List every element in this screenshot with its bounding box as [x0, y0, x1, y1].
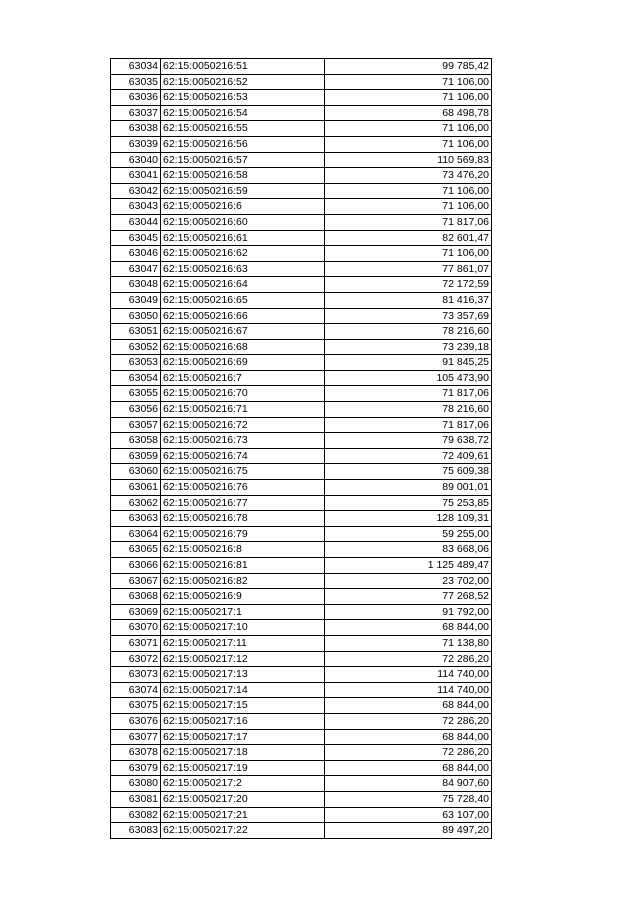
cadastral-number-cell: 62:15:0050216:71	[161, 402, 325, 418]
table-row	[111, 698, 492, 714]
cadastral-value-cell: 114 740,00	[325, 682, 492, 698]
cadastral-number-cell: 62:15:0050216:77	[161, 495, 325, 511]
cadastral-number-cell: 62:15:0050216:79	[161, 526, 325, 542]
cadastral-number-cell: 62:15:0050216:82	[161, 573, 325, 589]
row-number-cell: 63052	[111, 339, 161, 355]
table-row	[111, 59, 492, 75]
cadastral-value-cell: 72 286,20	[325, 745, 492, 761]
row-number-cell: 63048	[111, 277, 161, 293]
row-number-cell: 63058	[111, 433, 161, 449]
row-number-cell: 63050	[111, 308, 161, 324]
cadastral-number-cell: 62:15:0050216:70	[161, 386, 325, 402]
cadastral-value-cell: 73 239,18	[325, 339, 492, 355]
cadastral-value-cell: 71 106,00	[325, 121, 492, 137]
cadastral-number-cell: 62:15:0050217:2	[161, 776, 325, 792]
cadastral-value-cell: 79 638,72	[325, 433, 492, 449]
cadastral-number-cell: 62:15:0050216:8	[161, 542, 325, 558]
table-row	[111, 402, 492, 418]
table-row	[111, 495, 492, 511]
row-number-cell: 63068	[111, 589, 161, 605]
cadastral-value-cell: 75 253,85	[325, 495, 492, 511]
cadastral-number-cell: 62:15:0050217:22	[161, 823, 325, 839]
cadastral-number-cell: 62:15:0050216:61	[161, 230, 325, 246]
table-row	[111, 292, 492, 308]
row-number-cell: 63043	[111, 199, 161, 215]
cadastral-value-cell: 73 357,69	[325, 308, 492, 324]
cadastral-value-cell: 78 216,60	[325, 402, 492, 418]
cadastral-number-cell: 62:15:0050216:65	[161, 292, 325, 308]
table-row	[111, 760, 492, 776]
cadastral-number-cell: 62:15:0050216:60	[161, 214, 325, 230]
cadastral-number-cell: 62:15:0050216:62	[161, 246, 325, 262]
cadastral-value-cell: 91 845,25	[325, 355, 492, 371]
cadastral-number-cell: 62:15:0050216:78	[161, 511, 325, 527]
row-number-cell: 63053	[111, 355, 161, 371]
cadastral-value-cell: 114 740,00	[325, 667, 492, 683]
table-row	[111, 620, 492, 636]
cadastral-number-cell: 62:15:0050216:72	[161, 417, 325, 433]
cadastral-number-cell: 62:15:0050216:51	[161, 59, 325, 75]
cadastral-number-cell: 62:15:0050216:58	[161, 168, 325, 184]
row-number-cell: 63055	[111, 386, 161, 402]
cadastral-number-cell: 62:15:0050216:55	[161, 121, 325, 137]
cadastral-number-cell: 62:15:0050216:74	[161, 448, 325, 464]
table-row	[111, 339, 492, 355]
row-number-cell: 63051	[111, 324, 161, 340]
row-number-cell: 63057	[111, 417, 161, 433]
cadastral-value-cell: 68 498,78	[325, 105, 492, 121]
row-number-cell: 63045	[111, 230, 161, 246]
row-number-cell: 63071	[111, 635, 161, 651]
cadastral-value-cell: 71 106,00	[325, 90, 492, 106]
table-row	[111, 183, 492, 199]
row-number-cell: 63076	[111, 713, 161, 729]
table-row	[111, 464, 492, 480]
row-number-cell: 63059	[111, 448, 161, 464]
cadastral-number-cell: 62:15:0050217:15	[161, 698, 325, 714]
row-number-cell: 63078	[111, 745, 161, 761]
table-row	[111, 713, 492, 729]
row-number-cell: 63044	[111, 214, 161, 230]
cadastral-number-cell: 62:15:0050217:13	[161, 667, 325, 683]
cadastral-value-cell: 75 609,38	[325, 464, 492, 480]
row-number-cell: 63069	[111, 604, 161, 620]
row-number-cell: 63077	[111, 729, 161, 745]
row-number-cell: 63042	[111, 183, 161, 199]
cadastral-number-cell: 62:15:0050216:76	[161, 480, 325, 496]
cadastral-value-cell: 77 268,52	[325, 589, 492, 605]
table-row	[111, 152, 492, 168]
row-number-cell: 63035	[111, 74, 161, 90]
cadastral-value-cell: 71 106,00	[325, 246, 492, 262]
table-row	[111, 807, 492, 823]
table-row	[111, 542, 492, 558]
row-number-cell: 63036	[111, 90, 161, 106]
cadastral-number-cell: 62:15:0050217:17	[161, 729, 325, 745]
row-number-cell: 63074	[111, 682, 161, 698]
cadastral-value-cell: 83 668,06	[325, 542, 492, 558]
cadastral-value-cell: 68 844,00	[325, 729, 492, 745]
cadastral-value-table	[110, 58, 492, 839]
cadastral-number-cell: 62:15:0050216:56	[161, 136, 325, 152]
document-page	[110, 58, 491, 839]
cadastral-value-cell: 72 286,20	[325, 713, 492, 729]
table-row	[111, 230, 492, 246]
row-number-cell: 63047	[111, 261, 161, 277]
row-number-cell: 63037	[111, 105, 161, 121]
table-row	[111, 448, 492, 464]
table-row	[111, 277, 492, 293]
table-row	[111, 214, 492, 230]
row-number-cell: 63054	[111, 370, 161, 386]
table-row	[111, 667, 492, 683]
table-row	[111, 308, 492, 324]
cadastral-number-cell: 62:15:0050217:11	[161, 635, 325, 651]
cadastral-value-cell: 1 125 489,47	[325, 558, 492, 574]
cadastral-value-cell: 105 473,90	[325, 370, 492, 386]
table-row	[111, 526, 492, 542]
row-number-cell: 63070	[111, 620, 161, 636]
table-row	[111, 433, 492, 449]
row-number-cell: 63034	[111, 59, 161, 75]
cadastral-number-cell: 62:15:0050216:75	[161, 464, 325, 480]
cadastral-value-cell: 71 817,06	[325, 417, 492, 433]
row-number-cell: 63066	[111, 558, 161, 574]
table-row	[111, 480, 492, 496]
table-row	[111, 589, 492, 605]
cadastral-number-cell: 62:15:0050216:54	[161, 105, 325, 121]
cadastral-value-cell: 71 106,00	[325, 136, 492, 152]
row-number-cell: 63063	[111, 511, 161, 527]
cadastral-value-cell: 72 409,61	[325, 448, 492, 464]
cadastral-value-cell: 75 728,40	[325, 791, 492, 807]
cadastral-value-cell: 71 106,00	[325, 183, 492, 199]
cadastral-value-cell: 68 844,00	[325, 760, 492, 776]
table-row	[111, 823, 492, 839]
table-row	[111, 558, 492, 574]
table-row	[111, 776, 492, 792]
cadastral-value-cell: 89 497,20	[325, 823, 492, 839]
cadastral-number-cell: 62:15:0050216:9	[161, 589, 325, 605]
cadastral-number-cell: 62:15:0050216:66	[161, 308, 325, 324]
cadastral-value-cell: 91 792,00	[325, 604, 492, 620]
table-row	[111, 105, 492, 121]
row-number-cell: 63039	[111, 136, 161, 152]
cadastral-value-cell: 71 106,00	[325, 74, 492, 90]
cadastral-number-cell: 62:15:0050217:20	[161, 791, 325, 807]
table-row	[111, 682, 492, 698]
cadastral-value-cell: 81 416,37	[325, 292, 492, 308]
cadastral-number-cell: 62:15:0050216:67	[161, 324, 325, 340]
table-row	[111, 246, 492, 262]
cadastral-number-cell: 62:15:0050216:73	[161, 433, 325, 449]
cadastral-value-cell: 23 702,00	[325, 573, 492, 589]
cadastral-number-cell: 62:15:0050217:10	[161, 620, 325, 636]
cadastral-value-cell: 77 861,07	[325, 261, 492, 277]
cadastral-number-cell: 62:15:0050216:68	[161, 339, 325, 355]
cadastral-value-cell: 71 138,80	[325, 635, 492, 651]
row-number-cell: 63080	[111, 776, 161, 792]
table-row	[111, 604, 492, 620]
row-number-cell: 63040	[111, 152, 161, 168]
cadastral-number-cell: 62:15:0050217:1	[161, 604, 325, 620]
row-number-cell: 63056	[111, 402, 161, 418]
cadastral-value-cell: 71 817,06	[325, 214, 492, 230]
row-number-cell: 63060	[111, 464, 161, 480]
row-number-cell: 63072	[111, 651, 161, 667]
row-number-cell: 63075	[111, 698, 161, 714]
cadastral-value-cell: 110 569,83	[325, 152, 492, 168]
cadastral-value-cell: 63 107,00	[325, 807, 492, 823]
row-number-cell: 63038	[111, 121, 161, 137]
table-row	[111, 121, 492, 137]
table-row	[111, 745, 492, 761]
row-number-cell: 63046	[111, 246, 161, 262]
cadastral-number-cell: 62:15:0050216:6	[161, 199, 325, 215]
row-number-cell: 63082	[111, 807, 161, 823]
cadastral-number-cell: 62:15:0050216:7	[161, 370, 325, 386]
table-row	[111, 168, 492, 184]
cadastral-number-cell: 62:15:0050217:16	[161, 713, 325, 729]
table-row	[111, 573, 492, 589]
table-row	[111, 74, 492, 90]
cadastral-value-cell: 84 907,60	[325, 776, 492, 792]
table-row	[111, 261, 492, 277]
table-row	[111, 417, 492, 433]
table-row	[111, 199, 492, 215]
cadastral-value-cell: 68 844,00	[325, 620, 492, 636]
cadastral-value-cell: 71 817,06	[325, 386, 492, 402]
cadastral-value-cell: 128 109,31	[325, 511, 492, 527]
cadastral-value-cell: 78 216,60	[325, 324, 492, 340]
cadastral-number-cell: 62:15:0050216:69	[161, 355, 325, 371]
cadastral-number-cell: 62:15:0050216:52	[161, 74, 325, 90]
table-row	[111, 370, 492, 386]
cadastral-number-cell: 62:15:0050217:18	[161, 745, 325, 761]
cadastral-value-cell: 68 844,00	[325, 698, 492, 714]
row-number-cell: 63083	[111, 823, 161, 839]
table-body	[111, 59, 492, 839]
row-number-cell: 63065	[111, 542, 161, 558]
row-number-cell: 63049	[111, 292, 161, 308]
row-number-cell: 63041	[111, 168, 161, 184]
cadastral-number-cell: 62:15:0050216:59	[161, 183, 325, 199]
cadastral-number-cell: 62:15:0050216:57	[161, 152, 325, 168]
cadastral-number-cell: 62:15:0050217:19	[161, 760, 325, 776]
cadastral-value-cell: 99 785,42	[325, 59, 492, 75]
table-row	[111, 355, 492, 371]
cadastral-value-cell: 82 601,47	[325, 230, 492, 246]
table-row	[111, 136, 492, 152]
cadastral-number-cell: 62:15:0050217:14	[161, 682, 325, 698]
cadastral-value-cell: 73 476,20	[325, 168, 492, 184]
table-row	[111, 511, 492, 527]
row-number-cell: 63079	[111, 760, 161, 776]
cadastral-value-cell: 71 106,00	[325, 199, 492, 215]
table-row	[111, 90, 492, 106]
row-number-cell: 63067	[111, 573, 161, 589]
row-number-cell: 63081	[111, 791, 161, 807]
table-row	[111, 791, 492, 807]
cadastral-number-cell: 62:15:0050216:81	[161, 558, 325, 574]
table-row	[111, 324, 492, 340]
cadastral-value-cell: 59 255,00	[325, 526, 492, 542]
cadastral-number-cell: 62:15:0050216:63	[161, 261, 325, 277]
cadastral-value-cell: 89 001,01	[325, 480, 492, 496]
cadastral-number-cell: 62:15:0050216:64	[161, 277, 325, 293]
cadastral-number-cell: 62:15:0050216:53	[161, 90, 325, 106]
cadastral-number-cell: 62:15:0050217:12	[161, 651, 325, 667]
table-row	[111, 635, 492, 651]
cadastral-number-cell: 62:15:0050217:21	[161, 807, 325, 823]
table-row	[111, 729, 492, 745]
row-number-cell: 63073	[111, 667, 161, 683]
row-number-cell: 63061	[111, 480, 161, 496]
table-row	[111, 386, 492, 402]
row-number-cell: 63064	[111, 526, 161, 542]
table-row	[111, 651, 492, 667]
cadastral-value-cell: 72 172,59	[325, 277, 492, 293]
row-number-cell: 63062	[111, 495, 161, 511]
cadastral-value-cell: 72 286,20	[325, 651, 492, 667]
